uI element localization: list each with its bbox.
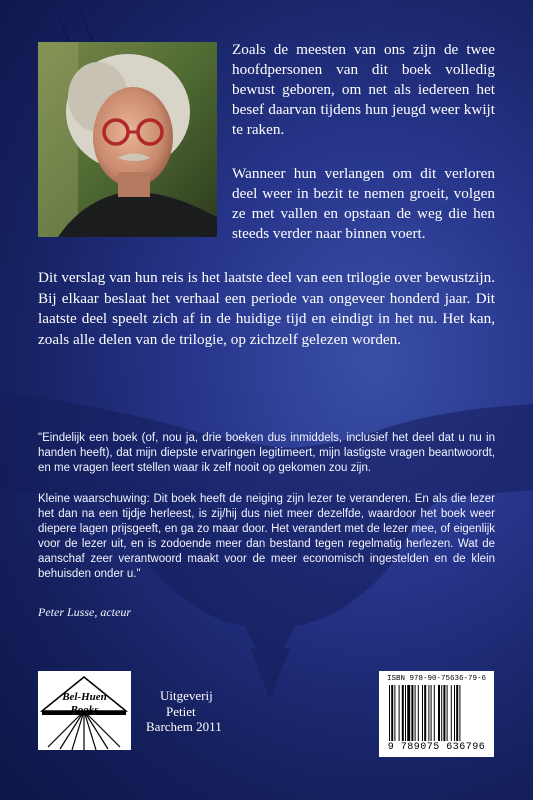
publisher-info (146, 688, 222, 735)
publisher-line-2: Petiet (166, 703, 196, 719)
intro-paragraph-3: Dit verslag van hun reis is het laatste deel van een trilogie over bewustzijn. Bij elkaar beslaat het verhaal een periode van ongeveer honderd jaar. Dit laatste deel speelt zich af in de huidige tijd en eindigt in het nu. Het kan, zoals alle delen van de trilogie, op zichzelf gelezen worden. (38, 269, 495, 348)
review-signature: Peter Lusse, acteur (38, 605, 131, 619)
publisher-line-1: Uitgeverij (160, 688, 213, 703)
logo-text-line-1: Bel-Huen (62, 691, 107, 703)
intro-paragraph-2: Wanneer hun verlangen om dit verloren deel weer in bezit te nemen groeit, volgen ze met vallen en opstaan de weg die hen steeds verder naar binnen voert. (232, 165, 495, 242)
publisher-logo (38, 671, 131, 750)
barcode-icon (389, 685, 484, 741)
review-quote-paragraph-2: Kleine waarschuwing: Dit boek heeft de neiging zijn lezer te veranderen. En als die lezer het dan na een tijdje herleest, is zij/hij dus niet meer dezelfde, waardoor het boek weer diepere lagen prijsgeeft, en ga zo maar door. Het verandert met de lezer mee, of eigenlijk voor de lezer uit, en is zodoende meer dan bestand tegen regelmatig herlezen. Wat de aanschaf zeer verantwoord maakt voor de meer economisch ingestelden en de klein behuisden onder u." (38, 493, 495, 580)
isbn-barcode (379, 671, 494, 757)
intro-paragraph-1: Zoals de meesten van ons zijn de twee hoofdpersonen van dit boek volledig bewust geboren, om net als iedereen het besef daarvan tijdens hun jeugd weer kwijt te raken. (232, 41, 495, 138)
author-photo (38, 42, 217, 237)
review-quote-paragraph-1: "Eindelijk een boek (of, nou ja, drie boeken dus inmiddels, inclusief het deel dat u nu in handen heeft), dat mijn diepste ervaringen legitimeert, mijn lastigste vragen beantwoordt, en me vragen leert stellen waar ik zelf nooit op gekomen zou zijn. (38, 432, 495, 474)
publisher-line-3: Barchem 2011 (146, 719, 222, 734)
author-portrait-icon (38, 42, 217, 237)
isbn-text: ISBN 978-90-75636-79-6 (386, 675, 487, 683)
barcode-digits: 9 789075 636796 (387, 742, 486, 753)
logo-text-line-2: Books (70, 704, 99, 716)
